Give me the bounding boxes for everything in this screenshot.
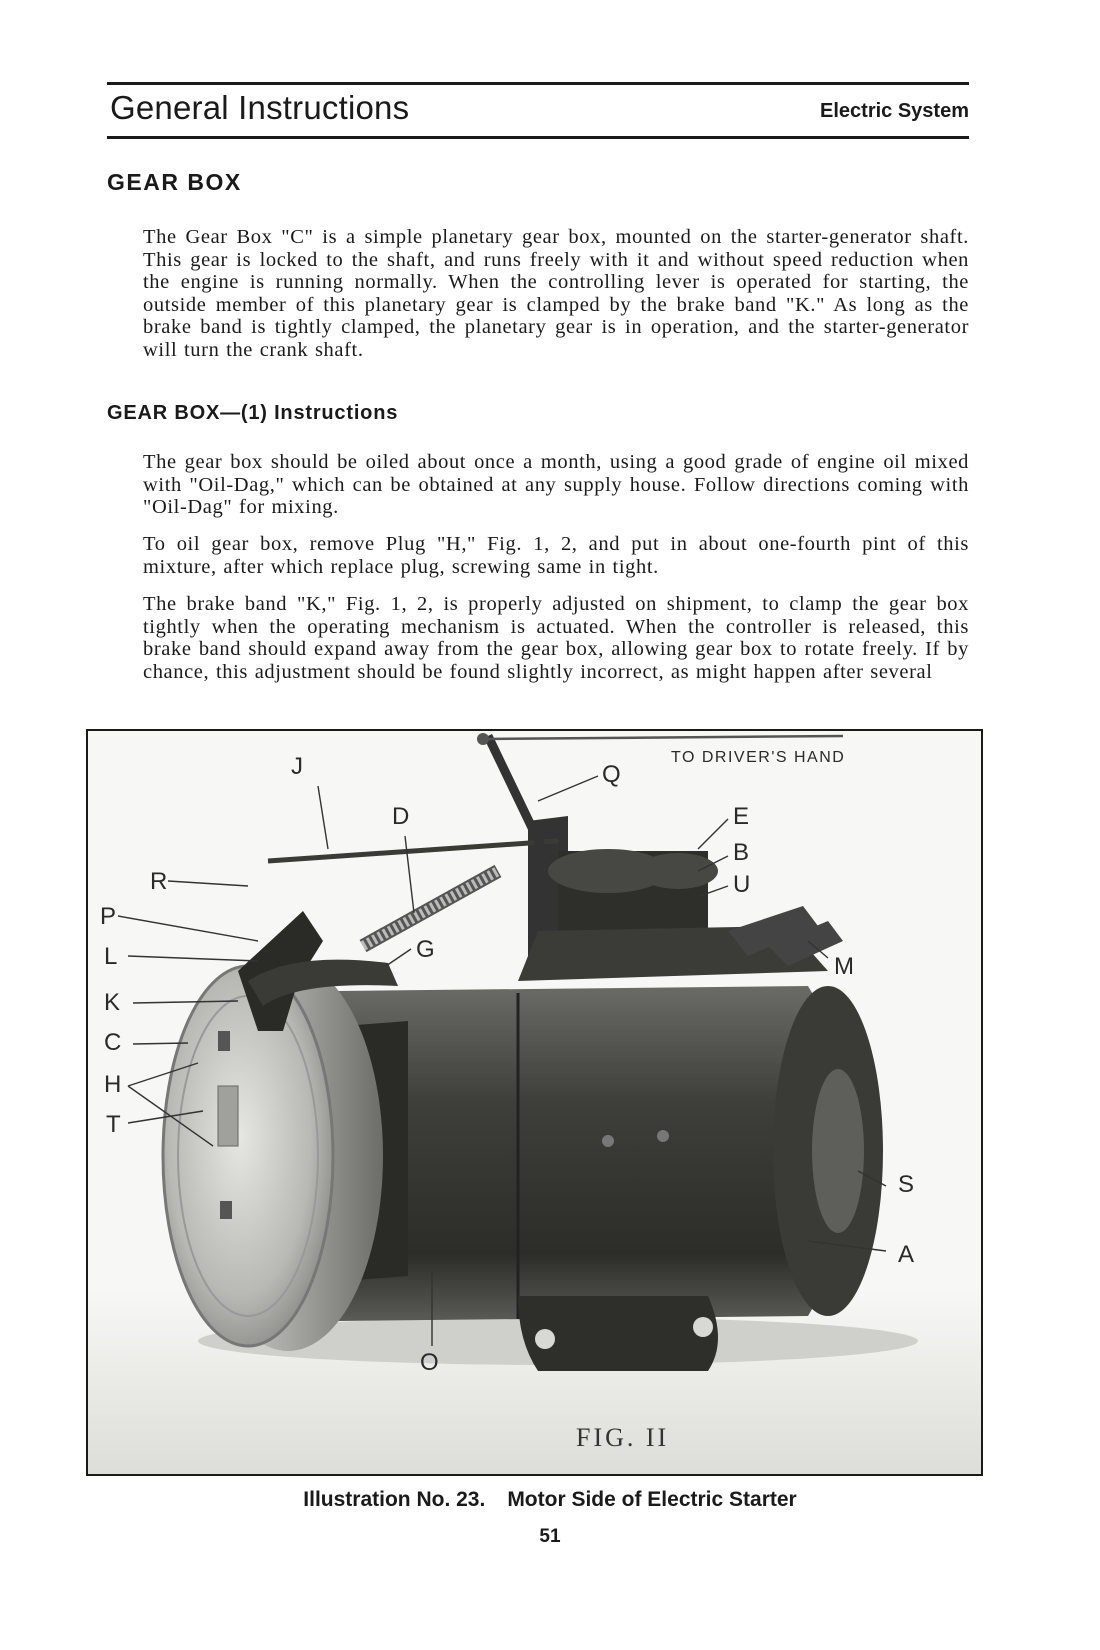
callout-Q: Q [602,761,621,788]
face-plate [218,1086,238,1146]
caption-number: Illustration No. 23. [303,1488,486,1511]
callout-C: C [104,1029,122,1056]
callout-K: K [104,989,121,1016]
return-spring [363,871,498,946]
end-bearing [812,1069,864,1233]
section-heading-gear-box: GEAR BOX [107,169,242,195]
mounting-hole [535,1329,555,1349]
callout-T: T [106,1111,121,1138]
paragraph-oiling-procedure: To oil gear box, remove Plug "H," Fig. 1, 2, and put in about one-fourth pint of this mixture, after which replace plug, screwing same in tight. [143,533,969,578]
header-top-rule [107,82,969,85]
callout-E: E [733,803,750,830]
callout-B: B [733,839,750,866]
annotation-to-drivers-hand: TO DRIVER'S HAND [671,749,846,766]
oil-plug [218,1031,230,1051]
caption-title: Motor Side of Electric Starter [507,1488,797,1511]
callout-P: P [100,903,117,930]
callout-G: G [416,936,435,963]
callout-D: D [392,803,410,830]
header-section-label: Electric System [820,100,969,122]
paragraph-gear-box-description: The Gear Box "C" is a simple planetary gear box, mounted on the starter-generator shaft. This gear is locked to the shaft, and runs freely with it and without speed reduction when the engine is running normally. When the controlling lever is operated for starting, the outside member of this planetary gear is clamped by the brake band "K." As long as the brake band is tightly clamped, the planetary gear is in operation, and the starter-generator will turn the crank shaft. [143,226,969,361]
gear-box-face [163,966,333,1346]
callout-S: S [898,1171,915,1198]
starter-illustration [86,729,983,1476]
starter-motor-drawing [88,731,983,1476]
callout-J: J [291,753,303,780]
housing-screw [602,1135,614,1147]
page-number: 51 [539,1526,561,1547]
paragraph-oiling-frequency: The gear box should be oiled about once a month, using a good grade of engine oil mixed with "Oil-Dag," which can be obtained at any supply house. Follow directions coming with "Oil-Dag" for mixing. [143,451,969,519]
figure-label: FIG. II [576,1423,670,1452]
control-rod [268,841,558,861]
callout-L: L [104,943,118,970]
section-heading-gear-box-instructions: GEAR BOX—(1) Instructions [107,402,399,424]
callout-R: R [150,868,168,895]
face-bolt [220,1201,232,1219]
callout-O: O [420,1349,439,1376]
switch-cap [638,853,718,889]
callout-A: A [898,1241,915,1268]
callout-U: U [733,871,751,898]
header-bottom-rule [107,136,969,139]
callout-H: H [104,1071,122,1098]
housing-screw [657,1130,669,1142]
callout-M: M [834,953,854,980]
illustration-caption [0,1488,1100,1512]
mounting-hole [693,1317,713,1337]
motor-housing [338,986,848,1321]
paragraph-brake-band-adjustment: The brake band "K," Fig. 1, 2, is properly adjusted on shipment, to clamp the gear box tightly when the operating mechanism is actuated. When the controller is released, this brake band should expand away from the gear box, allowing gear box to rotate freely. If by chance, this adjustment should be found slightly incorrect, as might happen after several [143,593,969,683]
header-title: General Instructions [110,89,410,126]
driver-linkage-rod [483,736,843,739]
lever-pivot [477,733,489,745]
